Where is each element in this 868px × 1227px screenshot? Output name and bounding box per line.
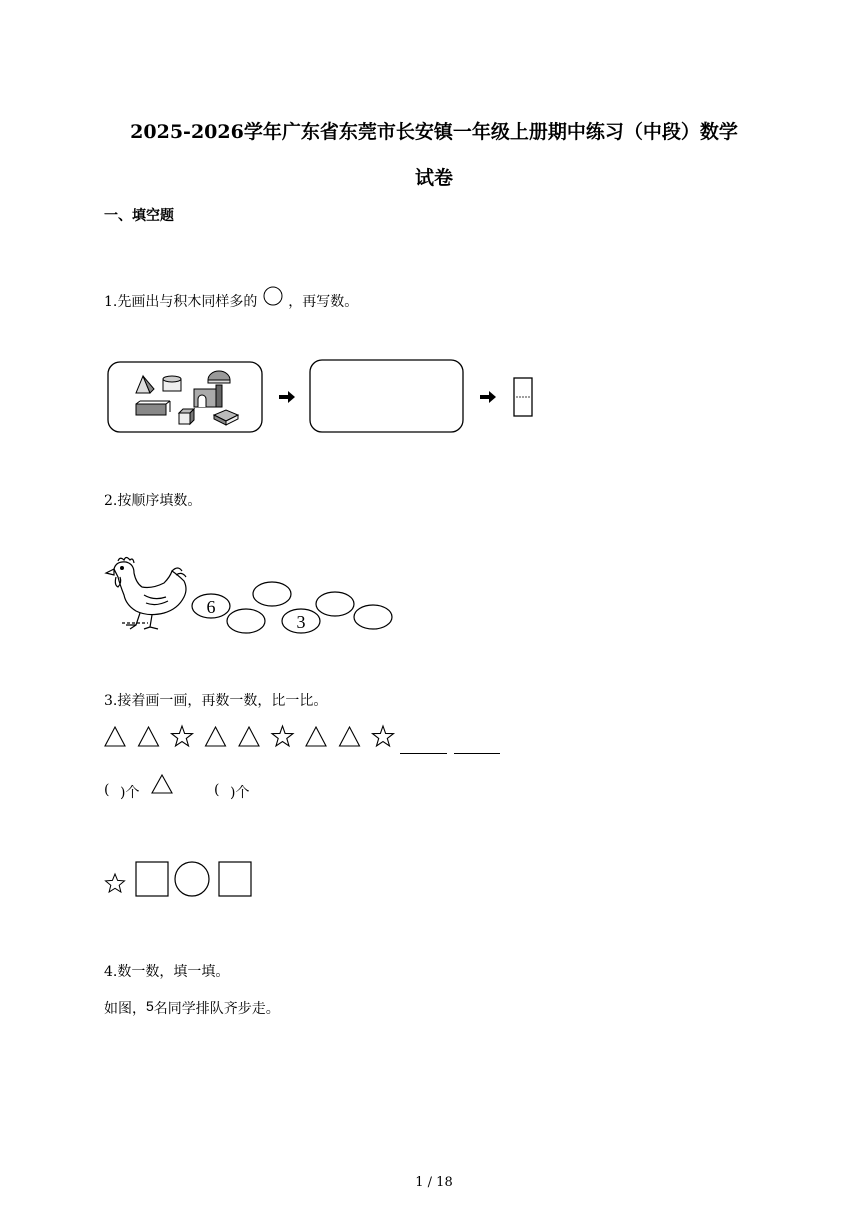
hen-icon — [106, 558, 186, 630]
count-close-label-1: )个 — [120, 785, 140, 801]
star-icon — [106, 874, 125, 892]
hen-number-sequence-figure — [100, 555, 400, 640]
square-icon — [136, 862, 168, 896]
triangle-icon — [105, 727, 125, 746]
star-icon — [172, 726, 193, 746]
building-blocks-figure — [100, 355, 550, 440]
half-cylinder-block-icon — [208, 371, 230, 383]
exam-title-line1: 2025-2026学年广东省东莞市长安镇一年级上册期中练习（中段）数学 — [130, 121, 738, 143]
drawing-answer-box — [310, 360, 463, 432]
triangle-icon — [150, 773, 174, 795]
question-1-prefix: 1.先画出与积木同样多的 — [104, 294, 258, 310]
cube-block-icon — [179, 409, 194, 424]
question-3: 3.接着画一画，再数一数，比一比。 — [104, 693, 328, 709]
question-4-suffix: 名同学排队齐步走。 — [153, 1001, 280, 1017]
prism-block-icon — [214, 410, 238, 425]
triangle-icon — [206, 727, 226, 746]
count-open-paren-2: ( — [214, 782, 220, 798]
triangle-icon — [239, 727, 259, 746]
arrow-right-icon — [279, 391, 295, 403]
count-close-label-2: )个 — [230, 785, 250, 801]
circle-icon — [175, 862, 209, 896]
circle-icon — [262, 287, 284, 309]
question-4: 4.数一数，填一填。 — [104, 964, 230, 980]
arch-block-icon — [194, 385, 222, 407]
star-icon — [272, 726, 293, 746]
shape-pattern-row — [104, 725, 404, 755]
egg-2 — [227, 609, 265, 633]
answer-blank-1[interactable] — [400, 753, 447, 754]
triangle-block-icon — [136, 376, 154, 393]
question-4-description — [104, 998, 280, 1018]
section-heading-fill-in: 一、填空题 — [104, 208, 174, 224]
square-icon — [219, 862, 251, 896]
egg-sequence — [192, 582, 392, 633]
egg-4-number: 3 — [296, 612, 306, 632]
egg-5 — [316, 592, 354, 616]
question-1-suffix: ，再写数。 — [288, 294, 359, 310]
shapes-sequence-row — [104, 860, 254, 900]
student-count: 5 — [146, 998, 154, 1014]
egg-3 — [253, 582, 291, 606]
egg-6 — [354, 605, 392, 629]
triangle-icon — [306, 727, 326, 746]
answer-blank-2[interactable] — [454, 753, 500, 754]
arrow-right-icon — [480, 391, 496, 403]
egg-1-number: 6 — [206, 597, 216, 617]
question-1 — [104, 287, 358, 311]
star-icon — [373, 726, 394, 746]
long-brick-block-icon — [136, 401, 170, 415]
triangle-icon — [139, 727, 159, 746]
exam-title-line2: 试卷 — [414, 167, 453, 189]
question-2: 2.按顺序填数。 — [104, 493, 202, 509]
page-number: 1 / 18 — [415, 1175, 453, 1190]
count-open-paren-1: ( — [104, 782, 110, 798]
triangle-icon — [340, 727, 360, 746]
question-4-prefix: 如图， — [104, 1001, 146, 1017]
cylinder-block-icon — [163, 376, 181, 391]
